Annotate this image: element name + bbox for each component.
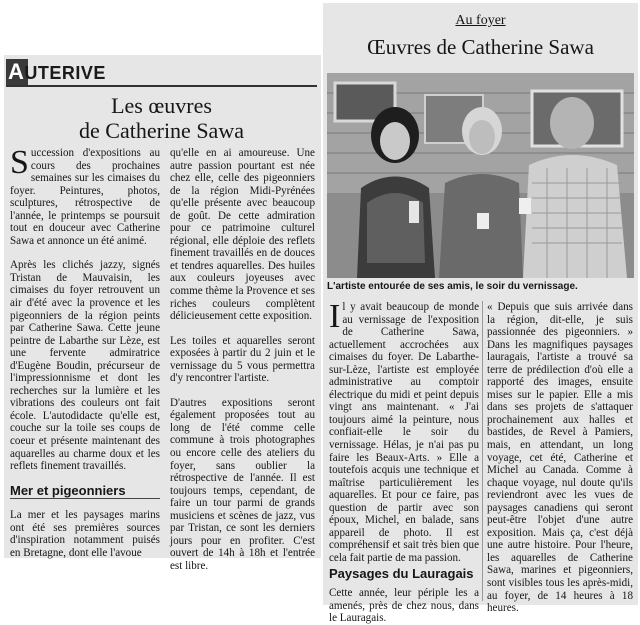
left-paragraph: Les toiles et aquarelles seront exposées à partir du 2 juin et le vernissage du 5 vous permettra d'y rencontrer l'artiste. — [170, 334, 315, 385]
left-paragraph — [10, 144, 160, 247]
left-paragraph: Après les clichés jazzy, signés Tristan de Mauvaisin, les cimaises du foyer retrouvent un air d'été avec la provence et les pigeonniers de la région peints par Catherine Sawa. Cette jeune peintre de Labarthe sur Lèze, est une fervente admiratrice d'Eugène Boudin, précurseur de l'impressionnisme et dont les recherches sur la lumière et les vibrations des couleurs ont fait école. L'autodidacte qu'elle est, couche sur la toile ses coups de coeur et présente maintenant des aquarelles au charme doux et les reflets finement travaillés. — [10, 259, 160, 473]
section-name — [8, 59, 106, 85]
section-name-rest: UTERIVE — [24, 63, 106, 83]
left-p1: uccession d'expositions au cours des prochaines semaines sur les cimaises du foyer. Peintures, photos, sculptures, rétrospective de l'année, le printemps se poursuit tout en douceur avec Catherine Sawa et annonce un été animé. — [10, 147, 160, 247]
left-headline-line2: de Catherine Sawa — [79, 118, 244, 143]
kicker-text: Au foyer — [455, 13, 506, 28]
right-column-2 — [487, 301, 633, 615]
drop-cap: I — [329, 298, 341, 335]
section-header — [6, 58, 317, 87]
photo-caption: L'artiste entourée de ses amis, le soir du vernissage. — [327, 281, 578, 292]
drop-cap: S — [10, 144, 29, 181]
left-paragraph: La mer et les paysages marins ont été ses premières sources d'inspiration notamment puisés en Bretagne, dont elle l'avoue — [10, 509, 160, 559]
right-paragraph: Cette année, leur périple les a amenés, près de chez nous, dans le Lauragais. — [329, 587, 479, 625]
right-p1: l y avait beaucoup de monde au vernissage de l'exposition de Catherine Sawa, actuellement accrochées aux cimaises du foyer. De Labarthe-sur-Lèze, l'artiste est employée administrative au comptoir électrique du midi et peint depuis vingt ans maintenant. « J'ai toujours aimé la peinture, nous confiait-elle le soir du vernissage. Hélas, je n'ai pas pu faire les Beaux-Arts. » Elle a toutefois acquis une technique et maîtrise particulièrement les aquarelles. Et pour ce faire, pas question de partir avec son époux, Michel, en balade, sans appareil de photo. Il est compréhensif et sait très bien que cela fait partie de ma passion. — [329, 301, 479, 564]
right-headline: Œuvres de Catherine Sawa — [367, 35, 594, 59]
left-column-1 — [10, 144, 160, 559]
left-paragraph: qu'elle en ai amoureuse. Une autre passion pourtant est née chez elle, celle des pigeonniers de la région Midi-Pyrénées qu'elle présente avec beaucoup de goût. De cette admiration pour ce patrimoine culturel régional, elle déploie des reflets finement travaillés en de douces et tendres aquarelles. Des huiles aux couleurs joyeuses avec comme thème la Provence et ses riches couleurs complètent délicieusement cette exposition. — [170, 147, 315, 323]
column-rule — [482, 301, 483, 601]
right-article-clipping — [323, 3, 638, 625]
event-photo — [327, 73, 634, 278]
photo-illustration — [327, 73, 634, 278]
kicker — [323, 13, 638, 29]
left-headline-line1: Les œuvres — [111, 93, 212, 118]
right-subheading: Paysages du Lauragais — [329, 566, 474, 582]
left-article-clipping — [4, 55, 321, 572]
left-headline — [6, 93, 317, 143]
right-paragraph: « Depuis que suis arrivée dans la région, dit-elle, je suis passionnée des pigeonniers. » Dans les magnifiques paysages lauragais, l'artiste a trouvé sa terre de prédilection d'où elle a rapporté des images, ensuite mises sur le papier. Elle a mis dans ses projets de s'attaquer prochainement aux halles et bastides, de Revel à Pamiers, mais, en attendant, un long voyage, cet été, Catherine et Michel au Canada. Comme à chaque voyage, nul doute qu'ils reviendront avec les vues de paysages canadiens qui seront peut-être l'objet d'une autre exposition. Mais ça, c'est déjà une autre histoire. Pour l'heure, les aquarelles de Catherine Sawa, marines et pigeonniers, sont visibles tous les après-midi, au foyer, de 14 heures à 18 heures. — [487, 301, 633, 615]
section-name-initial: A — [8, 59, 25, 84]
right-column-1 — [329, 298, 479, 625]
left-subheading: Mer et pigeonniers — [10, 485, 160, 500]
left-paragraph: D'autres expositions seront également proposées tout au long de l'été comme celle commune à trois photographes ou encore celle des ateliers du foyer, sans oublier la rétrospective de l'année. Il est toujours temps, cependant, de faire un tour parmi de grands musiciens et scènes de jazz, vus par Tristan, ce sont les derniers jours pour en profiter. C'est ouvert de 14h à 18h et l'entrée est libre. — [170, 396, 315, 572]
right-paragraph — [329, 298, 479, 564]
left-column-2 — [170, 147, 315, 573]
